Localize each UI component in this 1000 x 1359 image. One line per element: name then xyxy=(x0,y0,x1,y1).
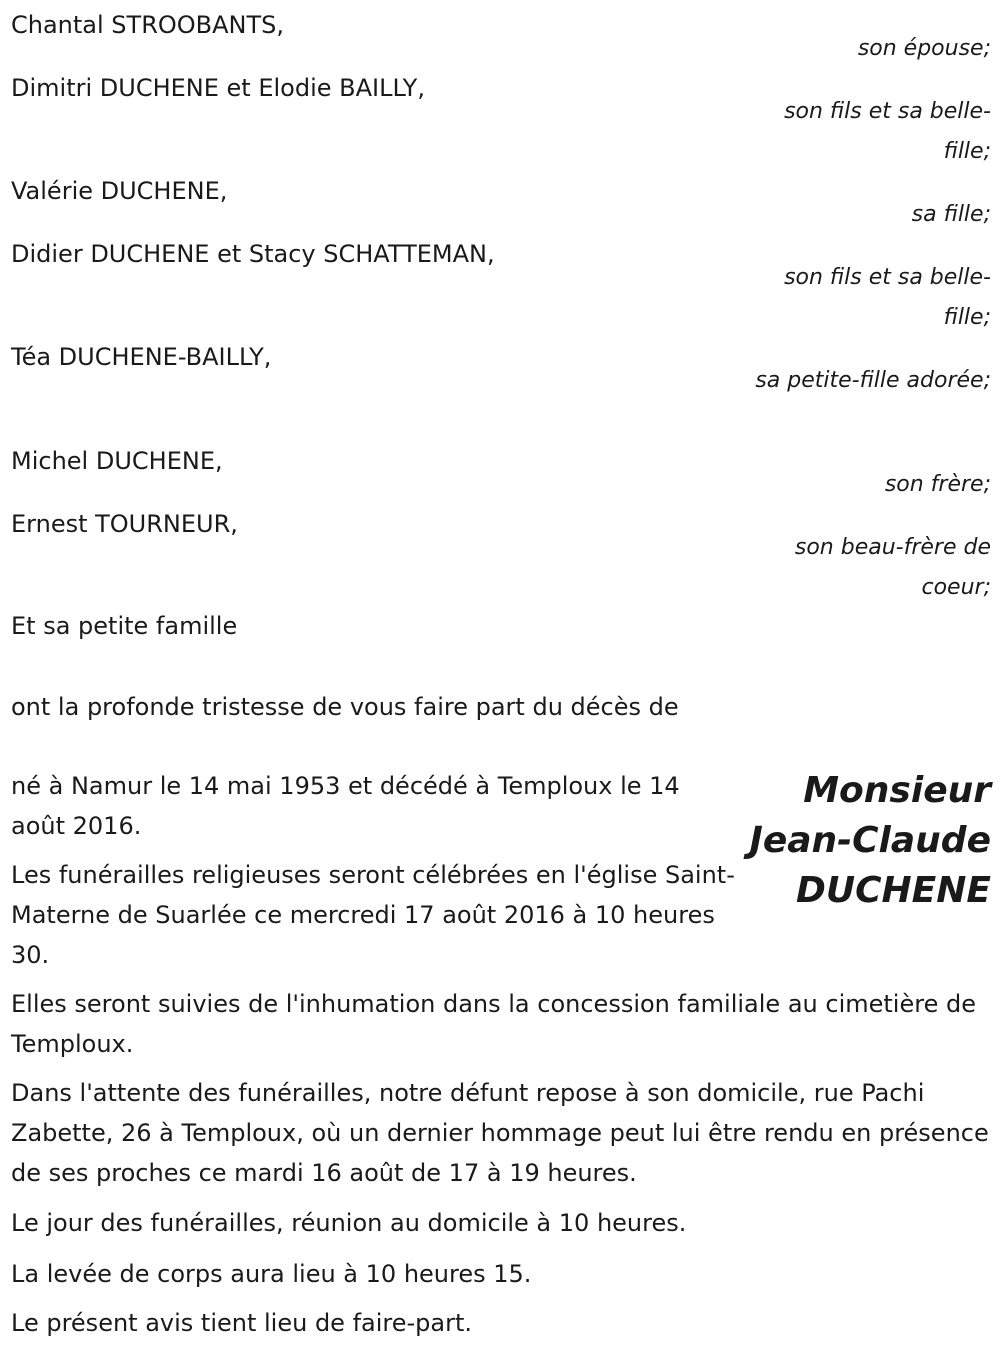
mourner-entry xyxy=(11,73,991,164)
mourner-name: Dimitri DUCHENE et Elodie BAILLY, xyxy=(11,74,425,102)
announcement-text: ont la profonde tristesse de vous faire part du décès de xyxy=(11,693,679,721)
mourner-relation: sa fille; xyxy=(911,202,991,227)
deceased-last-name: DUCHENE xyxy=(796,870,991,911)
mourner-entry xyxy=(11,509,991,600)
mourner-entry xyxy=(11,176,991,227)
deceased-title: Monsieur xyxy=(803,770,991,811)
mourner-relation: sa petite-fille adorée; xyxy=(755,368,991,393)
mourner-entry xyxy=(11,446,991,497)
mourner-relation: son fils et sa belle-fille; xyxy=(784,265,991,330)
viewing-paragraph: Dans l'attente des funérailles, notre défunt repose à son domicile, rue Pachi Zabette, 26 à Temploux, où un dernier hommage peut lui être rendu en présence de ses proches ce mardi 16 août de 17 à 19 heures. xyxy=(11,1079,989,1187)
mourner-name: Michel DUCHENE, xyxy=(11,447,223,475)
mourner-entry xyxy=(11,342,991,393)
birth-death-paragraph: né à Namur le 14 mai 1953 et décédé à Temploux le 14 août 2016. xyxy=(11,772,680,840)
deceased-first-name: Jean-Claude xyxy=(749,820,991,861)
mourner-name: Valérie DUCHENE, xyxy=(11,177,228,205)
mourner-relation: son épouse; xyxy=(857,36,991,61)
meeting-paragraph: Le jour des funérailles, réunion au domicile à 10 heures. xyxy=(11,1209,687,1237)
mourner-entry xyxy=(11,239,991,330)
mourner-name: Ernest TOURNEUR, xyxy=(11,510,238,538)
funeral-paragraph: Les funérailles religieuses seront célébrées en l'église Saint-Materne de Suarlée ce mercredi 17 août 2016 à 10 heures 30. xyxy=(11,861,735,969)
family-line: Et sa petite famille xyxy=(11,612,238,640)
notice-paragraph: Le présent avis tient lieu de faire-part. xyxy=(11,1309,473,1337)
lifting-paragraph: La levée de corps aura lieu à 10 heures 15. xyxy=(11,1260,532,1288)
mourner-relation: son frère; xyxy=(884,472,991,497)
mourner-relation: son beau-frère de coeur; xyxy=(794,535,991,600)
mourner-relation: son fils et sa belle-fille; xyxy=(784,99,991,164)
mourner-name: Téa DUCHENE-BAILLY, xyxy=(11,343,272,371)
deceased-name xyxy=(731,766,991,916)
mourner-entry xyxy=(11,10,991,61)
mourner-name: Chantal STROOBANTS, xyxy=(11,11,285,39)
burial-paragraph: Elles seront suivies de l'inhumation dans la concession familiale au cimetière de Temploux. xyxy=(11,990,976,1058)
mourner-name: Didier DUCHENE et Stacy SCHATTEMAN, xyxy=(11,240,495,268)
